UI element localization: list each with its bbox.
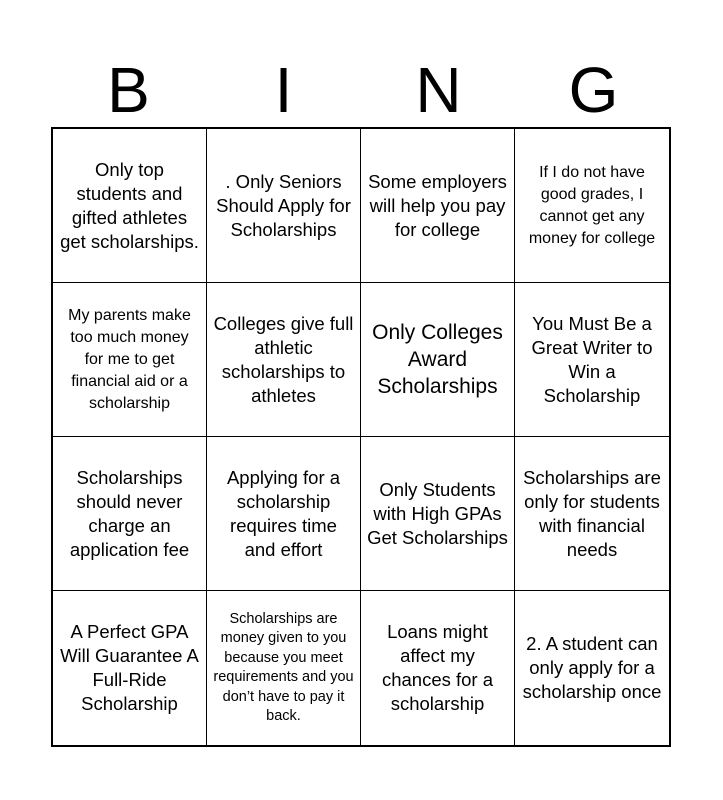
cell-text: Only top students and gifted athletes get scholarships. xyxy=(60,158,199,252)
cell-text: If I do not have good grades, I cannot get any money for college xyxy=(528,163,656,247)
cell-text: . Only Seniors Should Apply for Scholarships xyxy=(216,170,351,240)
cell-text: 2. A student can only apply for a scholarship once xyxy=(522,633,662,702)
bingo-cell-r4c1[interactable] xyxy=(53,591,207,745)
bingo-cell-r1c1[interactable] xyxy=(53,129,207,283)
bingo-cell-r4c3[interactable] xyxy=(361,591,515,745)
bingo-cell-r1c3[interactable] xyxy=(361,129,515,283)
bingo-cell-r3c3[interactable] xyxy=(361,437,515,591)
cell-text: Only Students with High GPAs Get Scholarships xyxy=(367,478,508,548)
bingo-cell-r2c1[interactable] xyxy=(53,283,207,437)
bingo-header xyxy=(51,52,671,128)
bingo-cell-r2c2[interactable] xyxy=(207,283,361,437)
bingo-cell-r3c2[interactable] xyxy=(207,437,361,591)
header-letter-g: G xyxy=(568,54,619,126)
header-letter-i: I xyxy=(274,54,293,126)
cell-text: Only Colleges Award Scholarships xyxy=(372,321,503,398)
cell-text: My parents make too much money for me to get financial aid or a scholarship xyxy=(68,306,191,412)
bingo-grid xyxy=(51,127,671,747)
cell-text: Scholarships are only for students with financial needs xyxy=(523,466,661,560)
bingo-cell-r2c4[interactable] xyxy=(515,283,669,437)
cell-text: Loans might affect my chances for a scholarship xyxy=(381,621,494,714)
bingo-cell-r1c4[interactable] xyxy=(515,129,669,283)
cell-text: Some employers will help you pay for college xyxy=(368,170,507,240)
cell-text: You Must Be a Great Writer to Win a Scholarship xyxy=(531,312,653,406)
bingo-cell-r4c4[interactable] xyxy=(515,591,669,745)
bingo-cell-r1c2[interactable] xyxy=(207,129,361,283)
cell-text: Colleges give full athletic scholarships to athletes xyxy=(213,312,354,406)
bingo-cell-r4c2[interactable] xyxy=(207,591,361,745)
header-letter-b: B xyxy=(107,54,150,126)
cell-text: Scholarships are money given to you because you meet requirements and you don’t have to pay it back. xyxy=(213,610,354,724)
cell-text: Scholarships should never charge an application fee xyxy=(69,466,190,560)
bingo-cell-r2c3[interactable] xyxy=(361,283,515,437)
cell-text: Applying for a scholarship requires time and effort xyxy=(226,466,341,560)
bingo-cell-r3c4[interactable] xyxy=(515,437,669,591)
bingo-cell-r3c1[interactable] xyxy=(53,437,207,591)
cell-text: A Perfect GPA Will Guarantee A Full-Ride Scholarship xyxy=(60,621,199,714)
header-letter-n: N xyxy=(415,54,462,126)
